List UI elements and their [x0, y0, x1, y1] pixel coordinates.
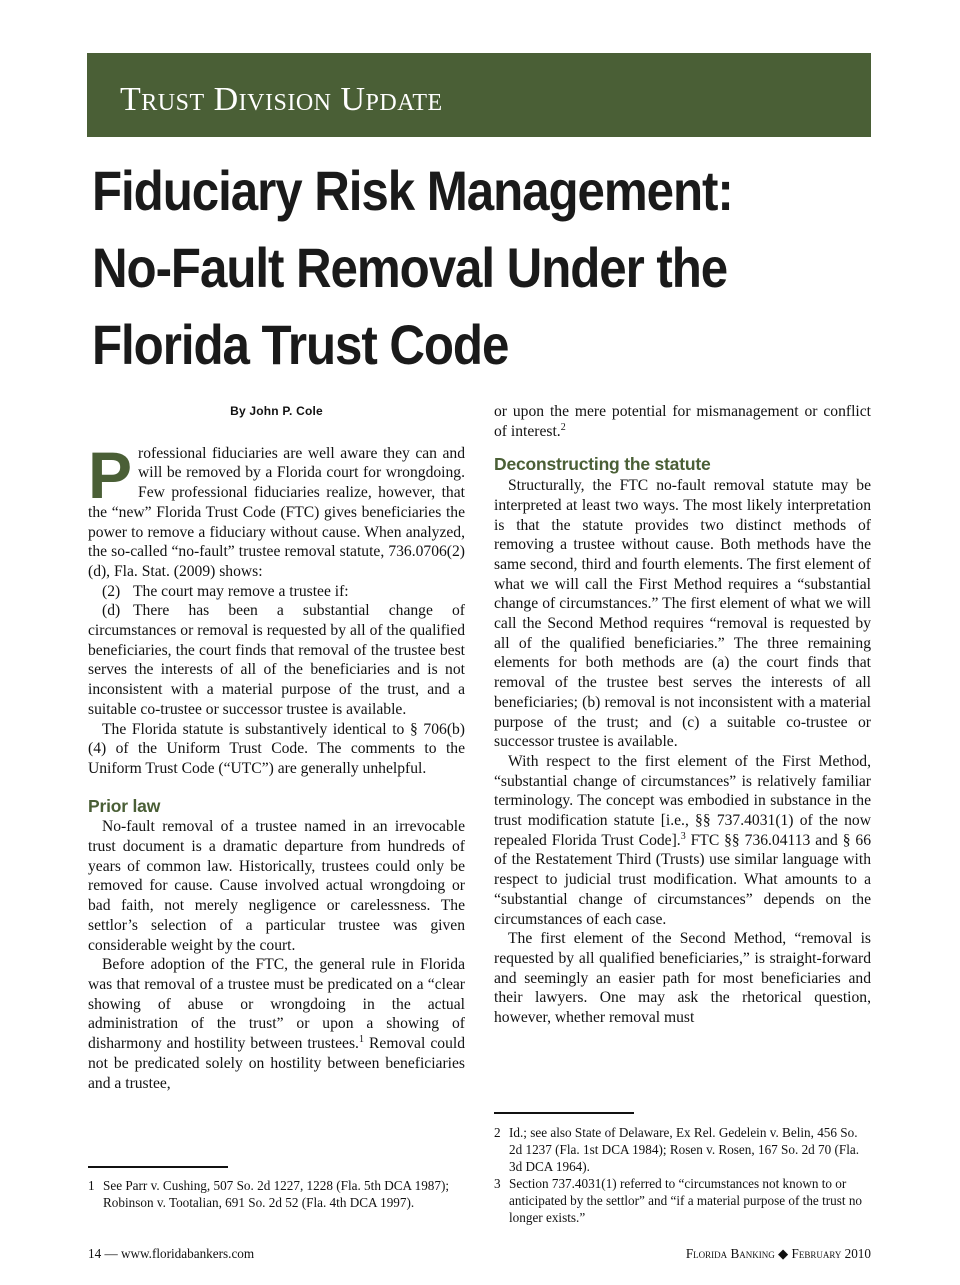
statute-item-d-text: circumstances or removal is requested by all of the qualified beneficiaries, the court finds that removal of the trustee best serves the interests of all of the beneficiaries and is not inconsistent with a material purpose of the trust, and a suitable co-trustee or successor trustee is available. — [88, 622, 465, 718]
footnote-2-text: Id.; see also State of Delaware, Ex Rel. Gedelein v. Belin, 456 So. 2d 1237 (Fla. 1st DCA 1984); Rosen v. Rosen, 167 So. 2d 70 (Fla. 3d DCA 1964). — [509, 1125, 860, 1174]
statute-item-2 — [88, 582, 465, 602]
statute-item-d — [88, 601, 465, 621]
statute-item-d-label: (d) — [102, 602, 121, 620]
footnote-ref-1[interactable]: 1 — [358, 1033, 364, 1045]
heading-prior-law: Prior law — [88, 795, 161, 816]
first-method-text-b: FTC §§ 736.04113 and § 66 of the Restatement Third (Trusts) use similar language with respect to judicial trust modification. What amounts to a “substantial change of circumstances” depends on the circumstances of each case. — [494, 831, 872, 928]
footer-page-url: 14 — www.floridabankers.com — [88, 1246, 255, 1261]
heading-deconstructing-statute: Deconstructing the statute — [494, 454, 711, 475]
prior-law-paragraph-2-text-a: Before adoption of the FTC, the general rule in Florida was that removal of a trustee must be predicated on a “clear showing of abuse or wrongdoing in the actual administration of the trust” or upon a showing of disharmony and hostility between trustees. — [88, 956, 465, 1053]
intro-text: rofessional fiduciaries are well aware they can and will be removed by a Florida court for wrongdoing. Few professional fiduciaries realize, however, that the “new” Florida Trust Code (FTC) gives beneficiaries the power to remove a fiduciary without cause. When analyzed, the so-called “no-fault” trustee removal statute, 736.0706(2)(d), Fla. Stat. (2009) shows: — [88, 444, 465, 580]
statute-item-d-first-line: There has been a substantial change of — [133, 602, 465, 620]
continued-paragraph — [494, 402, 871, 441]
second-method-paragraph: The first element of the Second Method, “removal is requested by all qualified beneficiaries,” is straight-forward and seemingly an easier path for most beneficiaries and their lawyers. One may ask the rhetorical question, however, whether removal must — [494, 930, 871, 1027]
footnote-1 — [88, 1177, 465, 1211]
footnote-divider-left — [88, 1166, 228, 1168]
footnote-ref-2[interactable]: 2 — [560, 421, 566, 433]
footnote-ref-3[interactable]: 3 — [680, 830, 686, 842]
left-column — [88, 402, 465, 1093]
statute-item-2-label: (2) — [102, 582, 121, 600]
intro-paragraph — [88, 437, 465, 582]
footnote-2 — [494, 1124, 871, 1175]
continued-paragraph-text: or upon the mere potential for mismanagement or conflict of interest. — [494, 403, 871, 440]
prior-law-paragraph-1: No-fault removal of a trustee named in an irrevocable trust document is a dramatic departure from hundreds of years of common law. Historically, trustees could only be removed for cause. Cause involved actual wrongdoing or bad faith, not merely negligence or carelessness. The settlor’s selection of a particular trustee was given considerable weight by the court. — [88, 818, 465, 954]
section-banner-title: Trust Division Update — [120, 81, 443, 118]
footnote-3 — [494, 1175, 871, 1226]
utc-paragraph: The Florida statute is substantively identical to § 706(b)(4) of the Uniform Trust Code. The comments to the Uniform Trust Code (“UTC”) are generally unhelpful. — [88, 720, 465, 777]
structure-paragraph: Structurally, the FTC no-fault removal statute may be interpreted at least two ways. The most likely interpretation is that the statute provides two distinct methods of removing a trustee without cause. Both methods have the same second, third and fourth elements. The first element of what we will call the First Method requires a “substantial change of circumstances.” The first element of what we will call the Second Method requires “removal is requested by all of the qualified beneficiaries.” The three remaining elements for both methods are (a) the court finds that removal of the trustee best serves the interests of all beneficiaries; (b) removal is not inconsistent with a material purpose of the trust; and (c) a suitable co-trustee or successor trustee is available. — [494, 477, 871, 751]
right-column — [494, 402, 871, 1028]
footer-issue: Florida Banking ◆ February 2010 — [685, 1246, 871, 1261]
drop-cap: P — [88, 437, 133, 512]
footnote-1-number: 1 — [88, 1178, 95, 1193]
article-title — [92, 152, 796, 383]
prior-law-paragraph-2-text-b: Removal could not be predicated solely on hostility between beneficiaries and a trustee, — [88, 1035, 465, 1092]
first-method-paragraph — [494, 752, 871, 929]
footnote-1-text: See Parr v. Cushing, 507 So. 2d 1227, 1228 (Fla. 5th DCA 1987); Robinson v. Tootalian, 691 So. 2d 52 (Fla. 4th DCA 1997). — [103, 1178, 450, 1210]
prior-law-paragraph-2 — [88, 955, 465, 1093]
footnotes-left — [88, 1177, 465, 1211]
footnote-2-number: 2 — [494, 1125, 501, 1140]
article-title-line-1: Fiduciary Risk Management: — [92, 159, 733, 222]
footnote-3-text: Section 737.4031(1) referred to “circumstances not known to or anticipated by the settlor” and “if a material purpose of the trust no longer exists.” — [509, 1176, 863, 1225]
section-banner — [87, 53, 871, 137]
footnote-divider-right — [494, 1112, 634, 1114]
first-method-text-a: With respect to the first element of the First Method, “substantial change of circumstances” is relatively familiar terminology. The concept was embodied in substance in the trust modification statute [i.e., §§ 737.4031(1) of the now repealed Florida Trust Code]. — [494, 752, 871, 849]
footnote-3-number: 3 — [494, 1176, 501, 1191]
statute-item-2-text: The court may remove a trustee if: — [133, 582, 349, 600]
byline: By John P. Cole — [230, 404, 323, 418]
article-title-line-3: Florida Trust Code — [92, 313, 509, 376]
article-title-line-2: No-Fault Removal Under the — [92, 236, 728, 299]
footnotes-right — [494, 1124, 871, 1226]
